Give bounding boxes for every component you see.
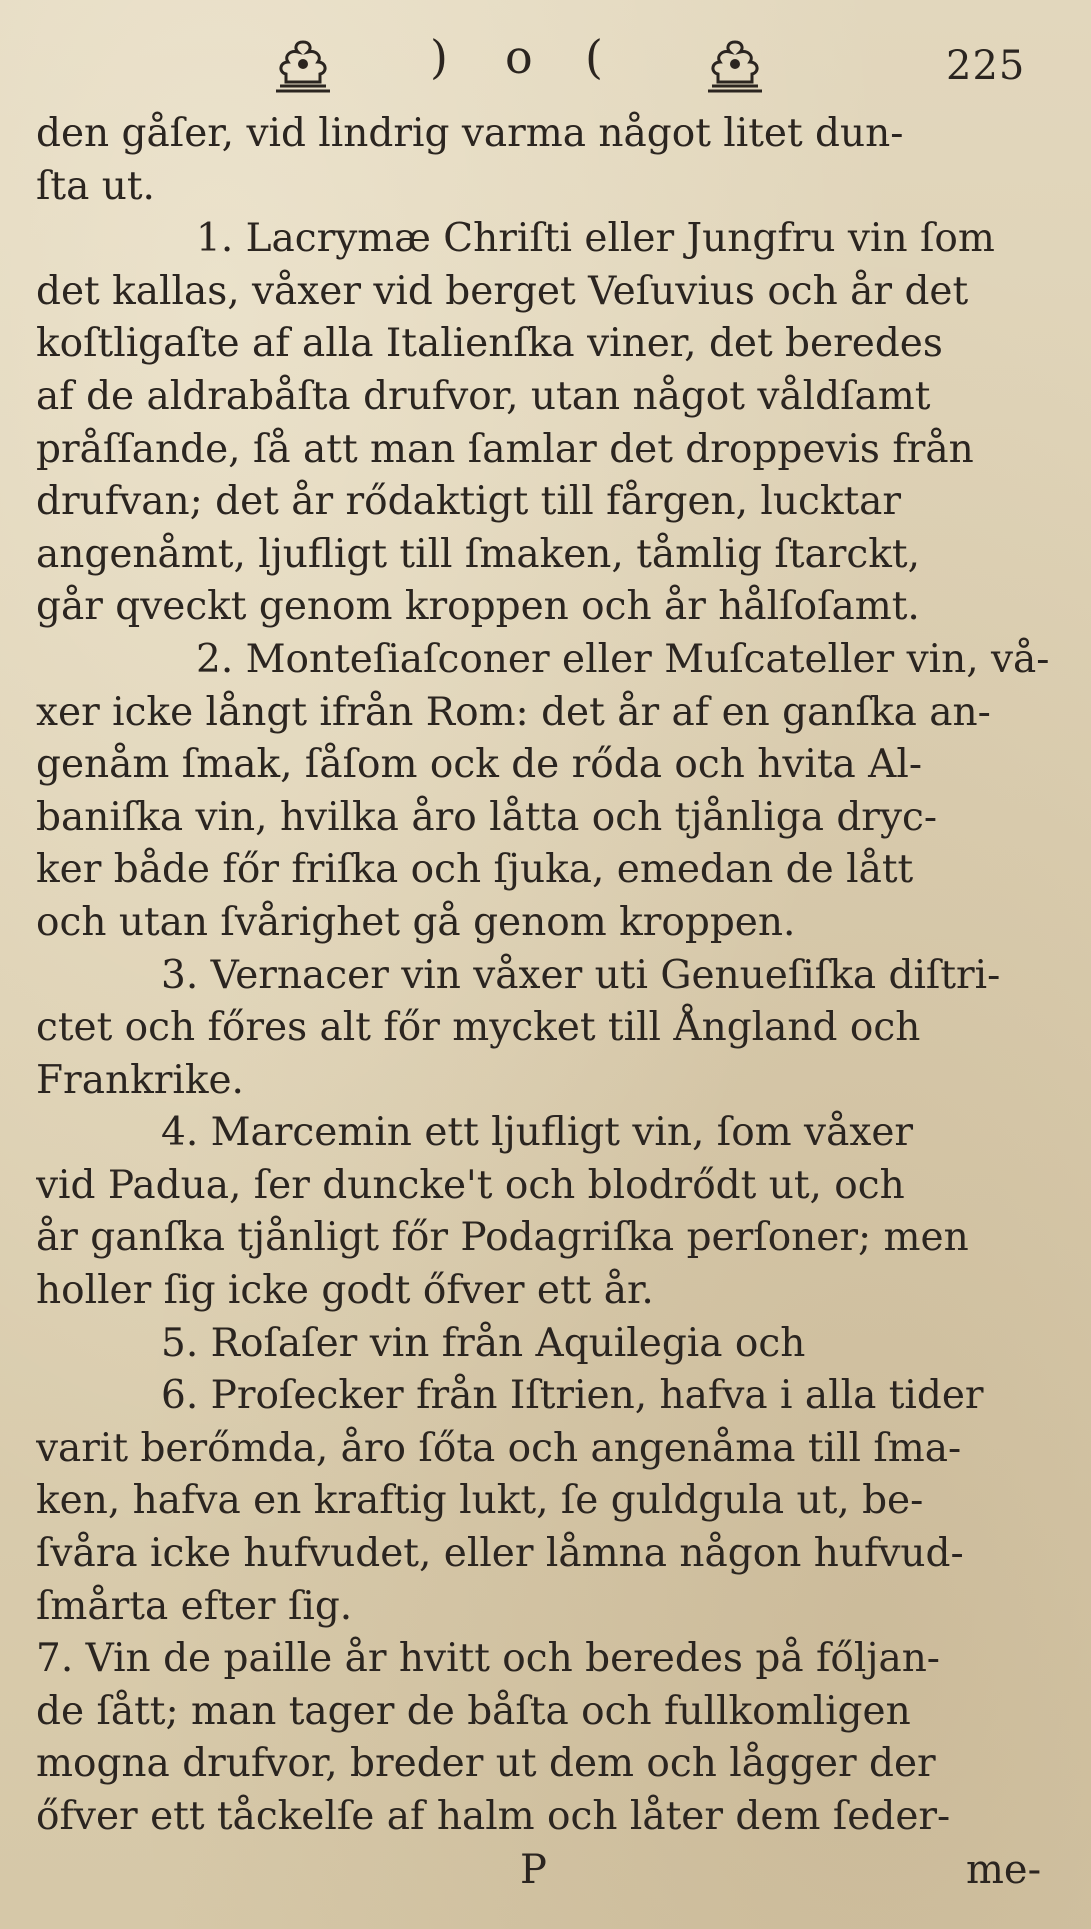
text-line: vid Padua, ſer duncke't och blodrődt ut, och (36, 1162, 905, 1208)
text-line: baniſka vin, hvilka åro låtta och tjånliga dryc- (36, 794, 937, 840)
text-line: pråſſande, ſå att man ſamlar det droppevis från (36, 426, 974, 472)
text-line: őfver ett tåckelſe af halm och låter dem ſeder- (36, 1794, 951, 1839)
text-line: de ſått; man tager de båſta och fullkomligen (36, 1688, 911, 1734)
text-line: 7. Vin de paille år hvitt och beredes på főljan- (36, 1636, 940, 1682)
text-line: går qveckt genom kroppen och år hålſoſamt. (36, 584, 920, 630)
text-line: drufvan; det år rődaktigt till fårgen, lucktar (36, 479, 902, 525)
text-line: mogna drufvor, breder ut dem och lågger der (36, 1741, 936, 1787)
text-line: 4. Marcemin ett ljufligt vin, ſom våxer (161, 1110, 914, 1156)
text-line: ker både főr friſka och ſjuka, emedan de lått (36, 847, 914, 893)
text-line: det kallas, våxer vid berget Veſuvius och år det (36, 268, 969, 314)
text-line: och utan ſvårighet gå genom kroppen. (36, 899, 796, 945)
text-line: 1. Lacrymæ Chriſti eller Jungfru vin ſom (196, 216, 995, 262)
text-line: Frankrike. (36, 1057, 244, 1103)
catchword: me- (966, 1847, 1042, 1893)
text-line: den gåſer, vid lindrig varma något litet dun- (36, 111, 904, 156)
fleuron-ornament-right (700, 36, 770, 94)
text-line: koſtligaſte af alla Italienſka viner, det beredes (36, 321, 943, 367)
text-line: holler ſig icke godt őfver ett år. (36, 1268, 654, 1314)
text-line: 6. Proſecker från Iſtrien, hafva i alla tider (161, 1373, 984, 1419)
running-header (0, 26, 1091, 106)
text-line: ken, hafva en kraftig lukt, ſe guldgula ut, be- (36, 1478, 924, 1524)
text-line: ctet och főres alt főr mycket till Ångland och (36, 1005, 921, 1051)
page-footer (0, 1840, 1091, 1900)
text-line: 2. Monteſiaſconer eller Muſcateller vin, vå- (196, 636, 1050, 682)
signature-mark: P (520, 1847, 547, 1893)
header-circle: o (505, 30, 533, 84)
header-bracket-left: ) (430, 30, 448, 84)
text-line: ſvåra icke hufvudet, eller låmna någon hufvud- (36, 1531, 964, 1577)
text-line: varit berőmda, åro ſőta och angenåma till ſma- (36, 1425, 962, 1471)
text-line: ſta ut. (36, 163, 155, 209)
header-bracket-right: ( (585, 30, 603, 84)
text-line: ſmårta efter ſig. (36, 1583, 353, 1629)
text-line: angenåmt, ljufligt till ſmaken, tåmlig ſtarckt, (36, 531, 920, 577)
text-line: 5. Roſaſer vin från Aquilegia och (161, 1320, 806, 1366)
text-line: 3. Vernacer vin våxer uti Genueſiſka diſtri- (161, 952, 1001, 998)
body-text (36, 108, 1056, 1844)
page-number: 225 (946, 43, 1026, 89)
text-line: år ganſka tjånligt főr Podagriſka perſoner; men (36, 1215, 969, 1261)
text-line: genåm ſmak, ſåſom ock de rőda och hvita Al- (36, 742, 922, 788)
fleuron-ornament-left (268, 36, 338, 94)
text-line: af de aldrabåſta drufvor, utan något våldſamt (36, 373, 931, 419)
text-line: xer icke långt ifrån Rom: det år af en ganſka an- (36, 689, 991, 735)
